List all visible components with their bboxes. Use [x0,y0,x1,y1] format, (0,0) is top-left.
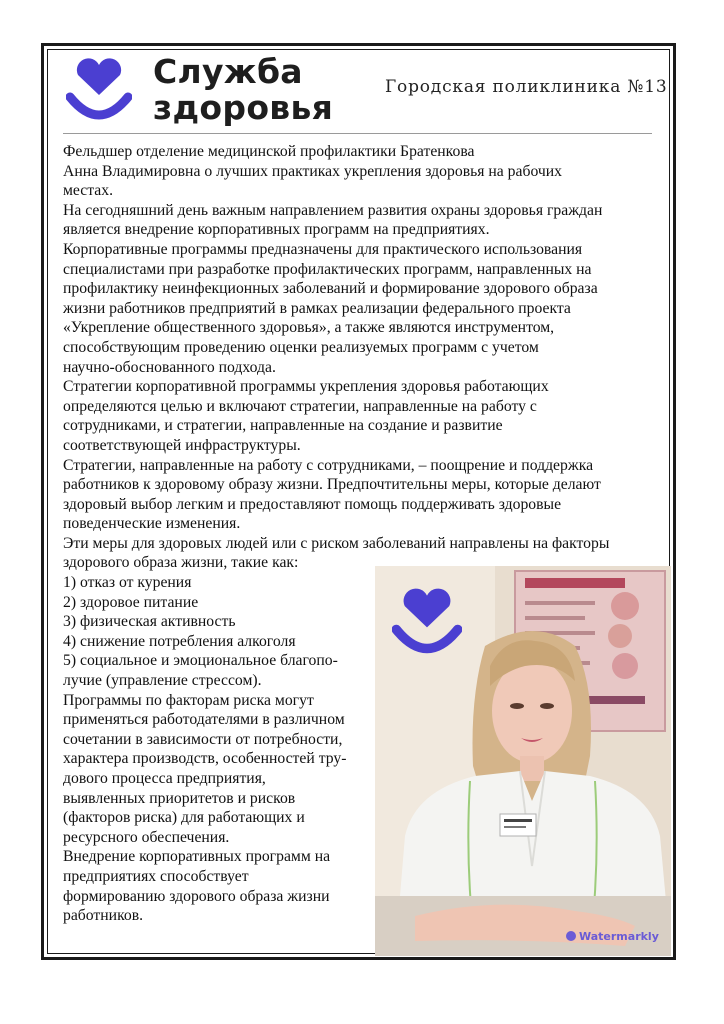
clinic-name: Городская поликлиника №13 [385,77,668,97]
article-line: сочетании в зависимости от потребности, [63,730,343,748]
article-line: Программы по факторам риска могут [63,691,314,709]
watermark-dot-icon [566,931,576,941]
list-item: 3) физическая активность [63,613,236,631]
brand-name [153,54,333,126]
article-line: дового процесса предприятия, [63,770,266,787]
article-line: применяться работодателями в различном [63,711,345,729]
article-line: формированию здорового образа жизни [63,887,330,905]
article-line: жизни работников предприятий в рамках реализации федерального проекта [63,299,571,317]
article-line: здорового образа жизни, такие как: [63,554,299,572]
article-line: Стратегии, направленные на работу с сотрудниками, – поощрение и поддержка [63,456,594,474]
article-line: является внедрение корпоративных программ на предприятиях. [63,221,490,239]
article-line: сотрудниками, и стратегии, направленные на создание и развитие [63,417,503,435]
article-line: поведенческие изменения. [63,515,241,533]
article-line: На сегодняшний день важным направлением развития охраны здоровья граждан [63,201,603,219]
article-line: «Укрепление общественного здоровья», а также являются инструментом, [63,319,555,337]
list-item: 2) здоровое питание [63,593,199,611]
watermark-heart-icon [392,585,462,657]
article-line: здоровый выбор легким и предоставляют помощь поддерживать здоровые [63,495,562,513]
watermark-text: Watermarkly [579,930,659,943]
article-line: специалистами при разработке профилактических программ, направленных на [63,260,592,278]
article-line: (факторов риска) для работающих и [63,809,305,827]
watermark-label [566,930,659,943]
brand-line-1: Служба [153,52,303,91]
article-line: Стратегии корпоративной программы укрепления здоровья работающих [63,378,549,396]
article-line: работников. [63,907,144,925]
article-line: местах. [63,182,114,200]
article-line: Внедрение корпоративных программ на [63,848,331,866]
list-item: 4) снижение потребления алкоголя [63,632,296,650]
article-line: Анна Владимировна о лучших практиках укрепления здоровья на рабочих [63,162,563,180]
article-line: работников к здоровому образу жизни. Предпочтительны меры, которые делают [63,476,601,494]
article-line: соответствующей инфраструктуры. [63,436,301,454]
article-line: ресурсного обеспечения. [63,828,230,846]
article-line: лучие (управление стрессом). [63,672,262,690]
article-line: выявленных приоритетов и рисков [63,789,296,807]
heart-smile-logo-icon [66,55,132,123]
article-line: предприятиях способствует [63,867,249,885]
brand-line-2: здоровья [153,88,334,127]
header-divider [63,133,652,134]
article-line: Корпоративные программы предназначены для практического использования [63,240,583,258]
list-item: 5) социальное и эмоциональное благопо- [63,652,338,670]
list-item: 1) отказ от курения [63,574,192,592]
article-line: определяются целью и включают стратегии, направленные на работу с [63,397,537,415]
article-line: Фельдшер отделение медицинской профилактики Братенкова [63,143,475,160]
article-line: научно-обоснованного подхода. [63,358,276,376]
article-line: Эти меры для здоровых людей или с риском заболеваний направлены на факторы [63,534,610,552]
article-line: характера производств, особенностей тру- [63,750,347,768]
article-line: профилактику неинфекционных заболеваний и формирование здорового образа [63,280,598,298]
article-line: способствующим проведению оценки реализуемых программ с учетом [63,338,539,356]
